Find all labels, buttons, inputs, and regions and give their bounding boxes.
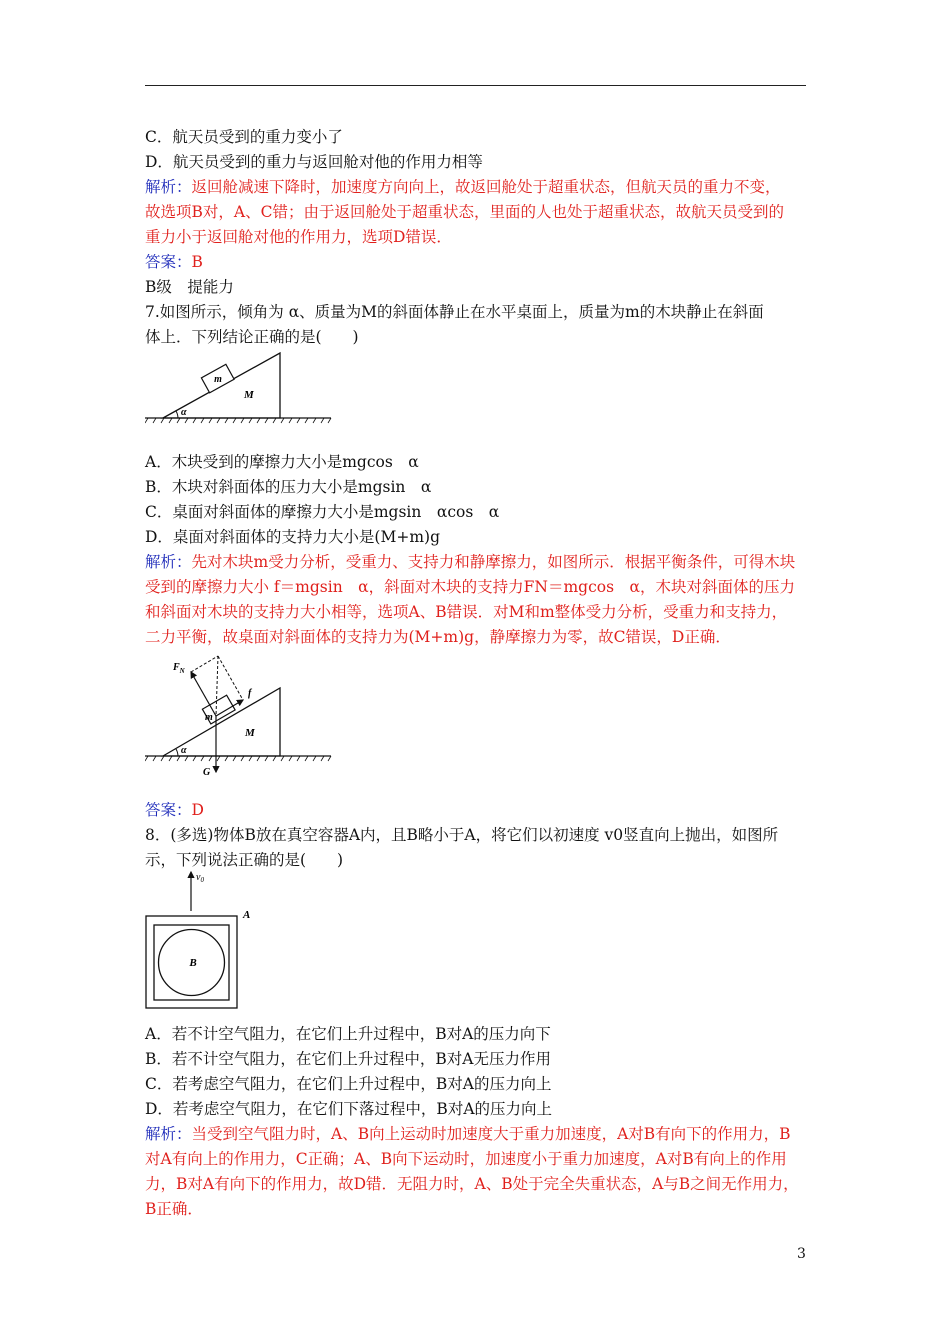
question-8: 示，下列说法正确的是( ) bbox=[145, 851, 344, 869]
explanation-line: 二力平衡，故桌面对斜面体的支持力为(M+m)g，静摩擦力为零，故C错误，D正确． bbox=[145, 628, 731, 646]
question-7: 体上．下列结论正确的是( ) bbox=[145, 328, 359, 346]
answer-line bbox=[145, 800, 204, 820]
option-b: B．若不计空气阻力，在它们上升过程中，B对A无压力作用 bbox=[145, 1050, 551, 1068]
answer-value: B bbox=[191, 253, 203, 271]
explanation-label: 解析： bbox=[145, 178, 192, 196]
label-B: B bbox=[189, 957, 197, 969]
question-7: 7.如图所示，倾角为 α、质量为M的斜面体静止在水平桌面上，质量为m的木块静止在斜面 bbox=[145, 303, 764, 321]
incline-figure bbox=[145, 345, 340, 427]
option-a: A．木块受到的摩擦力大小是mgcos α bbox=[145, 453, 419, 471]
label-alpha: α bbox=[181, 407, 187, 418]
container-figure bbox=[140, 868, 260, 1013]
answer-label: 答案： bbox=[145, 253, 192, 271]
option-b: B．木块对斜面体的压力大小是mgsin α bbox=[145, 478, 432, 496]
section-heading: B级 提能力 bbox=[145, 278, 234, 296]
explanation-line: B正确． bbox=[145, 1200, 203, 1218]
label-alpha: α bbox=[181, 745, 187, 756]
question-8: 8．(多选)物体B放在真空容器A内，且B略小于A，将它们以初速度 v0竖直向上抛出，如图所 bbox=[145, 826, 779, 844]
force-diagram-figure bbox=[145, 648, 340, 778]
page-number: 3 bbox=[797, 1246, 806, 1262]
explanation-line: 力，B对A有向下的作用力，故D错．无阻力时，A、B处于完全失重状态，A与B之间无作用力， bbox=[145, 1175, 799, 1193]
label-A: A bbox=[243, 909, 251, 921]
answer-value: D bbox=[191, 801, 204, 819]
explanation-line: 重力小于返回舱对他的作用力，选项D错误． bbox=[145, 228, 452, 246]
explanation-line bbox=[145, 552, 795, 572]
label-G: G bbox=[203, 767, 211, 778]
label-f: f bbox=[248, 688, 252, 699]
label-M: M bbox=[245, 727, 255, 739]
explanation-line bbox=[145, 177, 781, 197]
header-rule bbox=[145, 85, 806, 86]
explanation-line: 和斜面对木块的支持力大小相等，选项A、B错误．对M和m整体受力分析，受重力和支持力， bbox=[145, 603, 788, 621]
label-FN: $F_N$ bbox=[173, 662, 185, 675]
option-c: C．若考虑空气阻力，在它们上升过程中，B对A的压力向上 bbox=[145, 1075, 552, 1093]
explanation-line: 受到的摩擦力大小 f＝mgsin α，斜面对木块的支持力FN＝mgcos α，木块对斜面体的压力 bbox=[145, 578, 796, 596]
explanation-line: 对A有向上的作用力，C正确；A、B向下运动时，加速度小于重力加速度，A对B有向上的作用 bbox=[145, 1150, 787, 1168]
explanation-line: 故选项B对，A、C错；由于返回舱处于超重状态，里面的人也处于超重状态，故航天员受到的 bbox=[145, 203, 784, 221]
explanation-line bbox=[145, 1124, 791, 1144]
option-c: C．航天员受到的重力变小了 bbox=[145, 128, 343, 146]
option-a: A．若不计空气阻力，在它们上升过程中，B对A的压力向下 bbox=[145, 1025, 551, 1043]
option-d: D．航天员受到的重力与返回舱对他的作用力相等 bbox=[145, 153, 483, 171]
option-d: D．桌面对斜面体的支持力大小是(M+m)g bbox=[145, 528, 441, 546]
label-m: m bbox=[214, 374, 222, 385]
answer-line bbox=[145, 252, 203, 272]
explanation-text: 返回舱减速下降时，加速度方向向上，故返回舱处于超重状态，但航天员的重力不变， bbox=[191, 178, 781, 196]
label-m: m bbox=[205, 712, 213, 723]
option-d: D．若考虑空气阻力，在它们下落过程中，B对A的压力向上 bbox=[145, 1100, 553, 1118]
explanation-text: 先对木块m受力分析，受重力、支持力和静摩擦力，如图所示．根据平衡条件，可得木块 bbox=[191, 553, 796, 571]
label-M: M bbox=[244, 389, 254, 401]
label-v0: $v_0$ bbox=[196, 872, 204, 884]
explanation-label: 解析： bbox=[145, 553, 192, 571]
explanation-text: 当受到空气阻力时，A、B向上运动时加速度大于重力加速度，A对B有向下的作用力，B bbox=[191, 1125, 791, 1143]
answer-label: 答案： bbox=[145, 801, 192, 819]
explanation-label: 解析： bbox=[145, 1125, 192, 1143]
option-c: C．桌面对斜面体的摩擦力大小是mgsin αcos α bbox=[145, 503, 500, 521]
